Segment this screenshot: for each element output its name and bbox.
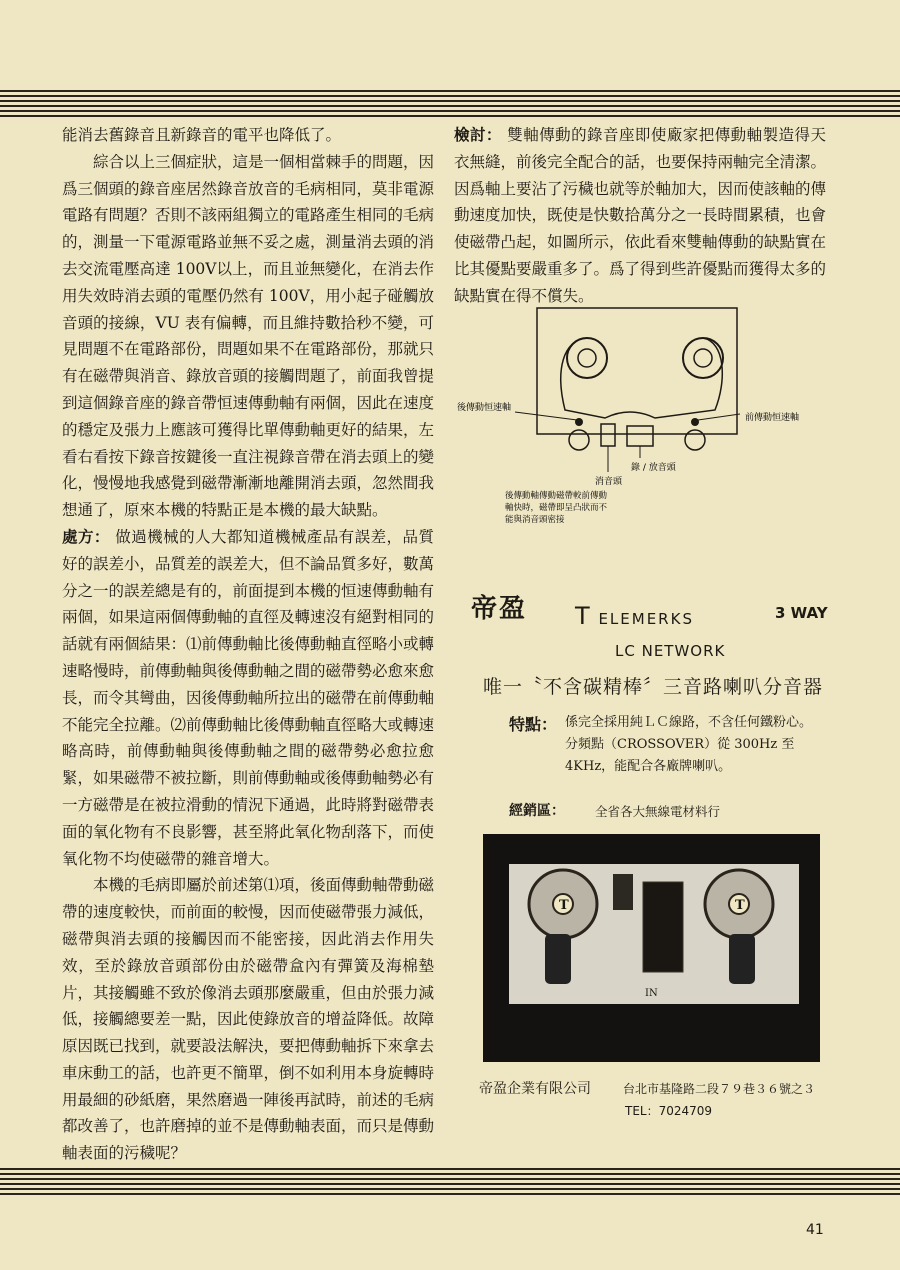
ad-slogan: 唯一〝不含碳精棒〞三音路喇叭分音器 [483,676,824,698]
company-address: 台北市基隆路二段７９巷３６號之３ [623,1082,816,1096]
tape-path-diagram [455,300,825,530]
front-capstan-pointer [698,414,740,420]
left-capacitor [545,934,571,984]
erase-head-label: 消音頭 [595,477,623,487]
rear-pinch-roller [569,430,589,450]
right-column [454,122,826,310]
rear-capstan-pointer [515,412,577,420]
bottom-rule-lines [0,1168,900,1198]
diagram-caption-2: 軸快時，磁帶即呈凸狀而不 [505,503,608,513]
crossover-product-photo [483,834,820,1062]
left-reel-hub [578,349,596,367]
company-name: 帝盈企業有限公司 [479,1081,591,1097]
rear-capstan-label: 後傳動恒速軸 [457,403,512,413]
front-capstan-label: 前傳動恒速軸 [745,413,800,423]
photo-label-t-right: T [735,898,745,913]
brand-initial: T [575,602,592,630]
brand-way: 3 WAY [775,604,828,622]
right-reel [683,338,723,378]
top-rule-lines [0,90,900,120]
front-pinch-roller [685,430,705,450]
center-inductor [643,882,683,972]
rec-play-head-label: 錄 / 放音頭 [631,463,676,473]
feature-line-2: 分頻點（CROSSOVER）從 300Hz 至4KHz，能配合各廠牌喇叭。 [565,737,795,774]
distribution-label: 經銷區： [509,803,565,819]
page-number: 41 [806,1222,824,1238]
review-text: 雙軸傳動的錄音座即使廠家把傳動軸製造得天衣無縫，前後完全配合的話，也要保持兩軸完全清潔。因爲軸上要沾了污穢也就等於軸加大，因而使該軸的傳動速度加快，既使是快數拾萬分之一長時間累積，也會使磁帶凸起，如圖所示，依此看來雙軸傳動的缺點實在比其優點要嚴重多了。爲了得到些許優點而獲得太多的缺點實在得不償失。 [454,126,827,305]
paragraph-1: 能消去舊錄音且新錄音的電平也降低了。 [62,126,342,144]
prescription-heading: 處方： [62,526,110,546]
feature-line-1: 係完全採用純ＬＣ線路，不含任何鐵粉心。 [565,715,813,730]
rear-capstan [575,418,583,426]
feature-label: 特點： [509,715,558,734]
prescription-text: 做過機械的人大都知道機械產品有誤差，品質好的誤差小，品質差的誤差大，但不論品質多好，數萬分之一的誤差總是有的，前面提到本機的恒速傳動軸有兩個，如果這兩個傳動軸的直徑及轉速沒有絕對相同的話就有兩個結果：⑴前傳動軸比後傳動軸直徑略小或轉速略慢時，前傳動軸與後傳動軸之間的磁帶勢必愈來愈長，而令其彎曲，因後傳動軸所拉出的磁帶在前傳動軸不能完全拉離。⑵前傳動軸比後傳動軸直徑略大或轉速略高時，前傳動軸與後傳動軸之間的磁帶勢必愈拉愈緊，如果磁帶不被拉斷，則前傳動軸或後傳動軸勢必有一方磁帶是在被拉滑動的情況下通過，此時將對磁帶表面的氧化物有不良影響，甚至將此氧化物刮落下，而使氧化物不均使磁帶的雜音增大。 [62,527,435,868]
small-capacitor [613,874,633,910]
photo-label-t-left: T [559,898,569,913]
diagram-caption-1: 後傳動軸傳動磁帶較前傳動 [505,491,608,501]
left-column [62,122,434,1167]
erase-head [601,424,615,446]
rec-play-head [627,426,653,446]
front-capstan [691,418,699,426]
paragraph-3 [62,524,434,872]
company-telephone: TEL：7024709 [625,1104,713,1118]
right-reel-hub [694,349,712,367]
brand-name-zh: 帝盈 [471,594,528,624]
distribution-text: 全省各大無線電材料行 [595,804,721,819]
brand-lc-network: LC NETWORK [615,642,726,660]
brand-name-en [575,602,694,630]
cassette-outline [537,308,737,434]
right-capacitor [729,934,755,984]
photo-label-in: IN [645,988,658,999]
feature-text [565,712,835,778]
diagram-caption-3: 能與消音頭密接 [505,515,565,525]
telemerks-advertisement [465,580,835,1130]
paragraph-4: 本機的毛病即屬於前述第⑴項，後面傳動軸帶動磁帶的速度較快，而前面的較慢，因而使磁帶張力減低，磁帶與消去頭的接觸因而不能密接，因此消去作用失效，至於錄放音頭部份由於磁帶盒內有彈簧及海棉墊片，其接觸雖不致於像消去頭那麼嚴重，但由於張力減低，接觸總要差一點，因此使錄放音的增益降低。故障原因既已找到，就要設法解決，要把傳動軸拆下來拿去車床動工的話，也許更不簡單，倒不如利用本身旋轉時用最細的砂紙磨，果然磨過一陣後再試時，前述的毛病都改善了，也許磨掉的並不是傳動軸表面，而只是傳動軸表面的污穢呢？ [62,876,435,1163]
brand-rest: ELEMERKS [598,610,694,628]
paragraph-2: 綜合以上三個症狀，這是一個相當棘手的問題，因爲三個頭的錄音座居然錄音放音的毛病相同，莫非電源電路有問題？否則不該兩組獨立的電路產生相同的毛病的，測量一下電源電路並無不妥之處，測量消去頭的消去交流電壓高達 100V以上，而且並無變化，在消去作用失效時消去頭的電壓仍然有 100V，用小起子碰觸放音頭的接線，VU 表有偏轉，而且維持數拾秒不變，可見問題不在電路部份，問題如果不在電路部份，那就只有在磁帶與消音、錄放音頭的接觸問題了，前面我曾提到這個錄音座的錄音帶恒速傳動軸有兩個，因此在速度的穩定及張力上應該可獲得比單傳動軸更好的結果，左看右看按下錄音按鍵後一直注視錄音帶在消去頭上的變化，慢慢地我感覺到磁帶漸漸地離開消去頭，忽然間我想通了，原來本機的特點正是本機的最大缺點。 [62,152,435,520]
review-heading: 檢討： [454,125,502,144]
